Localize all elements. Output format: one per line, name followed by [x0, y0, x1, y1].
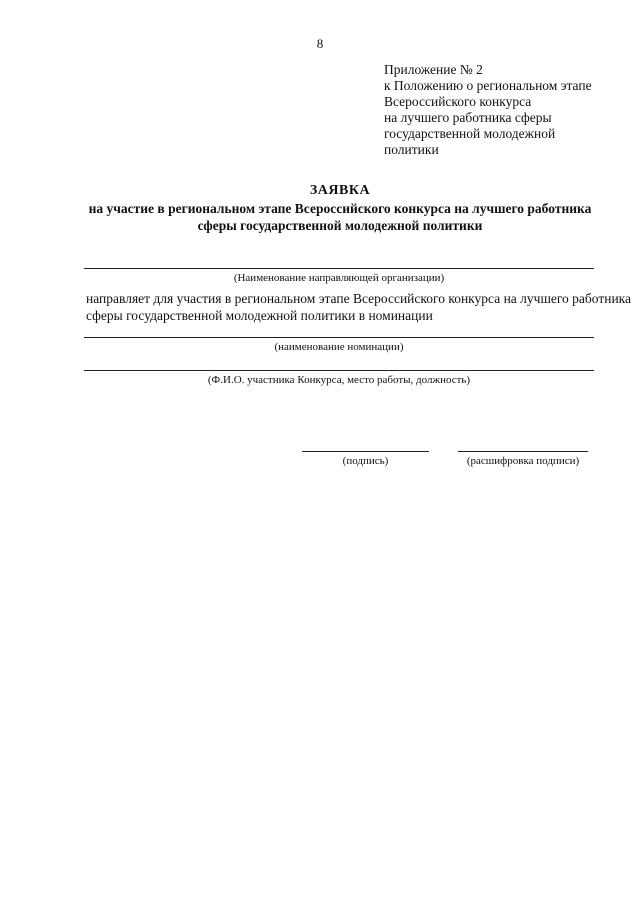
appendix-note — [384, 62, 624, 158]
body-line: направляет для участия в региональном этапе Всероссийского конкурса на лучшего работника — [86, 291, 632, 306]
organization-fill-line[interactable] — [84, 268, 594, 269]
appendix-line: политики — [384, 142, 439, 157]
appendix-line: на лучшего работника сферы — [384, 110, 552, 125]
body-line: сферы государственной молодежной политики в номинации — [86, 308, 433, 323]
organization-caption: (Наименование направляющей организации) — [233, 272, 445, 284]
participant-caption: (Ф.И.О. участника Конкурса, место работы, должность) — [207, 374, 471, 386]
appendix-line: Всероссийского конкурса — [384, 94, 532, 109]
signature-decode-caption: (расшифровка подписи) — [466, 455, 580, 467]
signature-fill-line[interactable] — [302, 451, 429, 452]
signature-caption: (подпись) — [342, 455, 389, 467]
appendix-line: к Положению о региональном этапе — [384, 78, 592, 93]
form-body-text — [86, 290, 632, 324]
nomination-caption: (наименование номинации) — [274, 341, 404, 353]
title-subtitle-line: на участие в региональном этапе Всероссийского конкурса на лучшего работника — [88, 201, 592, 216]
title-subtitle-line: сферы государственной молодежной политики — [197, 218, 483, 233]
document-title — [0, 182, 640, 234]
appendix-line: государственной молодежной — [384, 126, 556, 141]
appendix-line: Приложение № 2 — [384, 62, 483, 77]
nomination-fill-line[interactable] — [84, 337, 594, 338]
signature-decode-fill-line[interactable] — [458, 451, 588, 452]
participant-fill-line[interactable] — [84, 370, 594, 371]
page-number: 8 — [316, 36, 324, 51]
title-main: ЗАЯВКА — [309, 183, 371, 198]
